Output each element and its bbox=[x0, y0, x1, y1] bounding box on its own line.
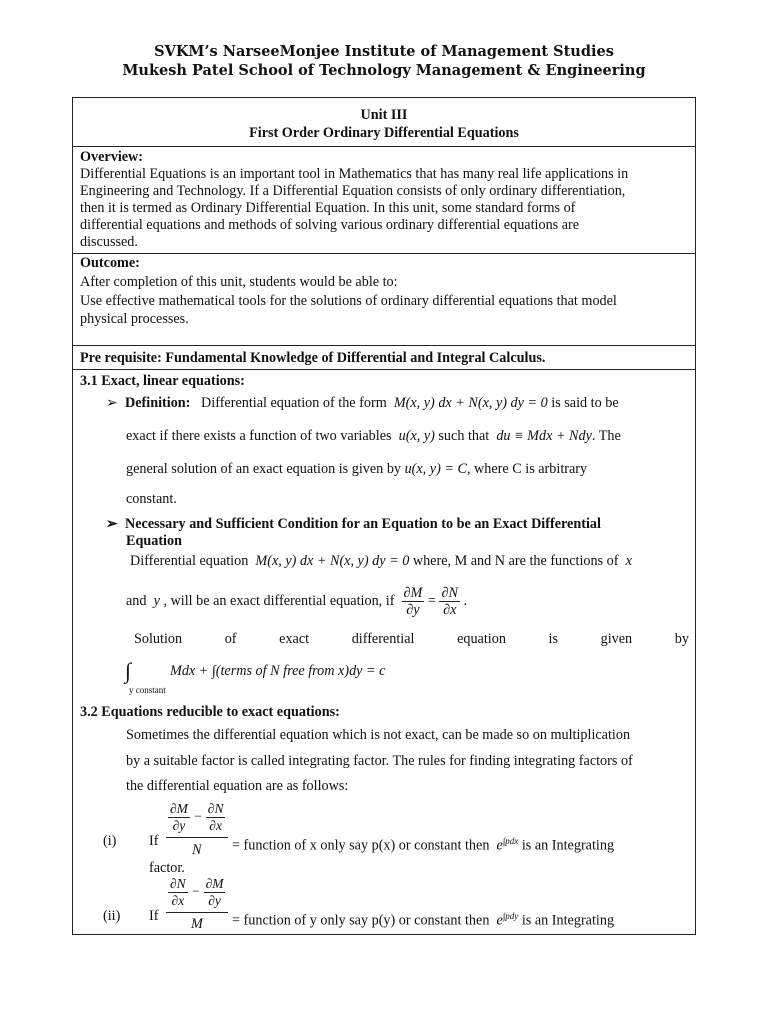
solution-equation: Mdx + ∫(terms of N free from x)dy = c bbox=[170, 663, 386, 679]
condition-text: , will be an exact differential equation, if bbox=[163, 593, 395, 609]
definition-text: such that bbox=[438, 428, 490, 444]
partial-fraction: $\frac{\partial M}{\partial y}$ bbox=[403, 585, 423, 619]
overview-line: Engineering and Technology. If a Differential Equation consists of only ordinary differentiation, bbox=[80, 183, 626, 199]
variable-x: x bbox=[625, 553, 632, 569]
rule-1-label: (i) bbox=[103, 833, 117, 849]
integral-sign: ∫ bbox=[125, 658, 132, 683]
overview-line: Differential Equations is an important tool in Mathematics that has many real life applications in bbox=[80, 166, 629, 182]
rule-1-numerator: $\frac{\partial M}{\partial y}$ − $\frac{\partial N}{\partial x}$ bbox=[170, 801, 224, 833]
institute-name: SVKM’s NarseeMonjee Institute of Management Studies bbox=[154, 43, 614, 60]
solution-word: given bbox=[600, 631, 633, 647]
unit-title: First Order Ordinary Differential Equations bbox=[249, 125, 519, 141]
definition-text: general solution of an exact equation is given by bbox=[126, 461, 402, 477]
du-equation: du ≡ Mdx + Ndy bbox=[496, 428, 592, 444]
exact-equation: M(x, y) dx + N(x, y) dy = 0 bbox=[255, 553, 410, 569]
rule-1-continuation: factor. bbox=[149, 860, 185, 876]
definition-line-4: constant. bbox=[126, 491, 177, 507]
condition-text: and bbox=[126, 593, 147, 609]
overview-line: differential equations and methods of solving various ordinary differential equations are bbox=[80, 217, 580, 233]
general-solution: u(x, y) = C bbox=[404, 461, 467, 477]
exact-equation: M(x, y) dx + N(x, y) dy = 0 bbox=[393, 395, 548, 411]
rule-1-if: If bbox=[149, 833, 159, 849]
section-3-2-heading: 3.2 Equations reducible to exact equations: bbox=[80, 704, 340, 720]
solution-word: differential bbox=[351, 631, 415, 647]
condition-line-1 bbox=[130, 553, 632, 570]
rule-1-denominator: N bbox=[192, 842, 202, 858]
bullet-arrow-icon: ➢ bbox=[106, 395, 118, 411]
rule-2-if: If bbox=[149, 908, 159, 924]
outcome-line: Use effective mathematical tools for the solutions of ordinary differential equations that model bbox=[80, 293, 617, 309]
definition-text: exact if there exists a function of two variables bbox=[126, 428, 392, 444]
outcome-line: physical processes. bbox=[80, 311, 189, 327]
section-3-1-heading: 3.1 Exact, linear equations: bbox=[80, 373, 245, 389]
function-u: u(x, y) bbox=[398, 428, 435, 444]
bullet-arrow-icon: ➢ bbox=[106, 516, 118, 532]
row-divider bbox=[73, 345, 695, 346]
variable-y: y bbox=[153, 593, 160, 609]
rule-2-label: (ii) bbox=[103, 908, 121, 924]
condition-heading-text: Necessary and Sufficient Condition for an Equation to be an Exact Differential bbox=[124, 516, 601, 532]
definition-text: Differential equation of the form bbox=[201, 395, 387, 411]
overview-line: discussed. bbox=[80, 234, 138, 250]
condition-heading-cont: Equation bbox=[126, 533, 182, 549]
rule-2-text: = function of y only say p(y) or constant then $e^{\int pdy}$ is an Integrating bbox=[232, 911, 615, 929]
overview-line: then it is termed as Ordinary Differential Equation. In this unit, some standard forms of bbox=[80, 200, 576, 216]
definition-text: . The bbox=[591, 428, 621, 444]
outcome-line: After completion of this unit, students would be able to: bbox=[80, 274, 398, 290]
definition-text: is said to be bbox=[551, 395, 619, 411]
school-name: Mukesh Patel School of Technology Management & Engineering bbox=[122, 62, 646, 79]
partial-fraction: $\frac{\partial N}{\partial x}$ bbox=[441, 585, 458, 619]
condition-heading bbox=[106, 516, 601, 533]
solution-word: exact bbox=[279, 631, 310, 647]
prerequisite: Pre requisite: Fundamental Knowledge of Differential and Integral Calculus. bbox=[80, 350, 546, 366]
definition-label: Definition: bbox=[124, 395, 191, 411]
row-divider bbox=[73, 146, 695, 147]
definition-text: , where C is arbitrary bbox=[466, 461, 588, 477]
rule-2-fraction-bar bbox=[166, 912, 228, 913]
y-constant-label: y constant bbox=[129, 685, 166, 695]
outcome-heading: Outcome: bbox=[80, 255, 140, 271]
solution-line bbox=[134, 631, 689, 648]
condition-line-2: and y , will be an exact differential equation, if $\frac{\partial M}{\partial y}$ = $\frac{\partial N}{\partial x}$ . bbox=[126, 585, 468, 619]
rule-2-numerator: $\frac{\partial N}{\partial x}$ − $\frac{\partial M}{\partial y}$ bbox=[170, 876, 224, 908]
unit-number: Unit III bbox=[360, 107, 408, 123]
s32-line: the differential equation are as follows: bbox=[126, 778, 349, 794]
s32-line: by a suitable factor is called integrating factor. The rules for finding integrating factors of bbox=[126, 753, 633, 769]
rule-2-denominator: M bbox=[191, 916, 203, 932]
rule-1-text: = function of x only say p(x) or constant then $e^{\int pdx}$ is an Integrating bbox=[232, 836, 615, 854]
condition-text: where, M and N are the functions of bbox=[412, 553, 619, 569]
row-divider bbox=[73, 369, 695, 370]
content-table bbox=[72, 97, 696, 935]
solution-word: Solution bbox=[134, 631, 183, 647]
definition-line-3 bbox=[126, 461, 587, 478]
definition-line-1 bbox=[106, 395, 619, 412]
s32-line: Sometimes the differential equation which is not exact, can be made so on multiplication bbox=[126, 727, 631, 743]
solution-word: of bbox=[224, 631, 237, 647]
condition-text: Differential equation bbox=[130, 553, 249, 569]
solution-word: equation bbox=[457, 631, 506, 647]
rule-1-fraction-bar bbox=[166, 837, 228, 838]
overview-heading: Overview: bbox=[80, 149, 144, 165]
row-divider bbox=[73, 253, 695, 254]
definition-line-2 bbox=[126, 428, 621, 445]
solution-word: by bbox=[674, 631, 689, 647]
solution-word: is bbox=[548, 631, 558, 647]
